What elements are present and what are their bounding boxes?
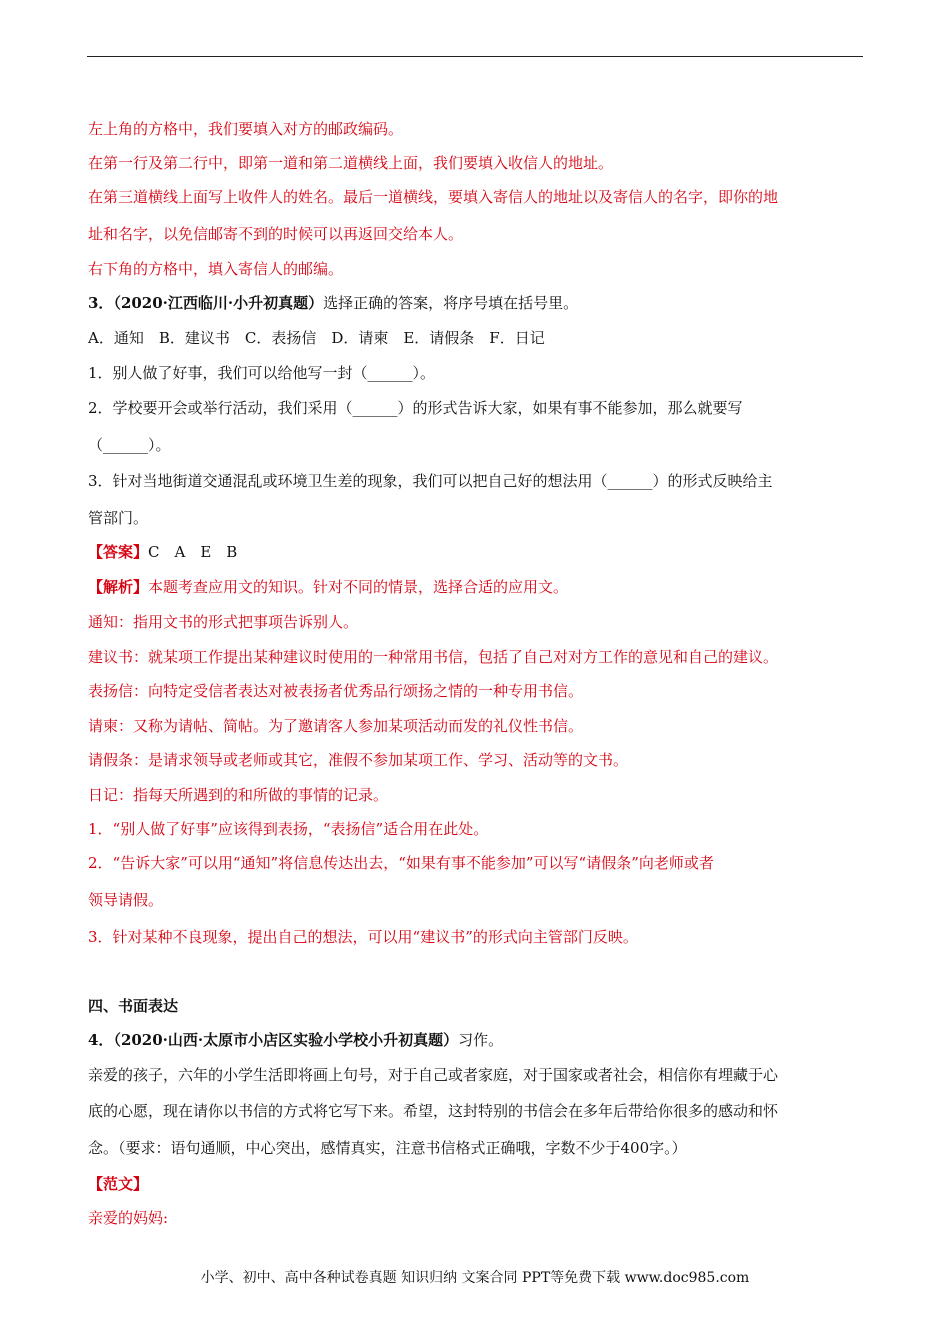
answer-line: [88, 542, 868, 562]
question-source: （2020·江西临川·小升初真题）: [113, 294, 324, 312]
question-item: 2．学校要开会或举行活动，我们采用（______）的形式告诉大家，如果有事不能参加，那么就要写: [88, 399, 743, 417]
explain-line: 请假条：是请求领导或老师或其它，准假不参加某项工作、学习、活动等的文书。: [88, 751, 629, 769]
explain-line: 日记：指每天所遇到的和所做的事情的记录。: [88, 786, 389, 804]
answer-value: C A E B: [148, 543, 238, 561]
section-heading: 四、书面表达: [88, 997, 179, 1015]
explain-line: 1．“别人做了好事”应该得到表扬，“表扬信”适合用在此处。: [88, 820, 489, 838]
page-footer: 小学、初中、高中各种试卷真题 知识归纳 文案合同 PPT等免费下载 www.doc985.com: [200, 1270, 750, 1286]
question-source: （2020·山西·太原市小店区实验小学校小升初真题）: [113, 1031, 459, 1049]
header-rule: [87, 56, 863, 57]
intro-line: 址和名字，以免信邮寄不到的时候可以再返回交给本人。: [88, 225, 464, 243]
analysis-tag: 【解析】: [88, 578, 149, 596]
question-3-header: [88, 293, 868, 313]
question-options: A．通知 B．建议书 C．表扬信 D．请柬 E．请假条 F．日记: [88, 329, 545, 347]
explain-line: 3．针对某种不良现象，提出自己的想法，可以用“建议书”的形式向主管部门反映。: [88, 928, 638, 946]
explain-line: 表扬信：向特定受信者表达对被表扬者优秀品行颂扬之情的一种专用书信。: [88, 682, 584, 700]
prompt-line: 亲爱的孩子，六年的小学生活即将画上句号，对于自己或者家庭，对于国家或者社会，相信你有埋藏于心: [88, 1066, 779, 1084]
intro-line: 左上角的方格中，我们要填入对方的邮政编码。: [88, 120, 404, 138]
question-4-header: [88, 1030, 868, 1050]
intro-line: 在第三道横线上面写上收件人的姓名。最后一道横线，要填入寄信人的地址以及寄信人的名字，即你的地: [88, 188, 779, 206]
question-stem: 习作。: [458, 1031, 504, 1049]
sample-tag: 【范文】: [88, 1175, 149, 1193]
explain-line: 通知：指用文书的形式把事项告诉别人。: [88, 613, 359, 631]
explain-line: 2．“告诉大家”可以用“通知”将信息传达出去，“如果有事不能参加”可以写“请假条”向老师或者: [88, 854, 714, 872]
question-item: 管部门。: [88, 509, 149, 527]
question-item: （______）。: [88, 436, 171, 454]
answer-tag: 【答案】: [88, 543, 149, 561]
question-stem: 选择正确的答案，将序号填在括号里。: [323, 294, 579, 312]
explain-line: 请柬：又称为请帖、简帖。为了邀请客人参加某项活动而发的礼仪性书信。: [88, 717, 584, 735]
sample-salutation: 亲爱的妈妈:: [88, 1209, 169, 1227]
explain-line: 领导请假。: [88, 891, 164, 909]
question-number: 3．: [88, 294, 114, 312]
prompt-line: 念。（要求：语句通顺，中心突出，感情真实，注意书信格式正确哦，字数不少于400字。）: [88, 1139, 687, 1157]
question-item: 3．针对当地街道交通混乱或环境卫生差的现象，我们可以把自己好的想法用（______）的形式反映给主: [88, 472, 773, 490]
prompt-line: 底的心愿，现在请你以书信的方式将它写下来。希望，这封特别的书信会在多年后带给你很多的感动和怀: [88, 1102, 779, 1120]
question-item: 1．别人做了好事，我们可以给他写一封（______）。: [88, 364, 436, 382]
analysis-line: [88, 577, 868, 597]
analysis-text: 本题考查应用文的知识。针对不同的情景，选择合适的应用文。: [148, 578, 569, 596]
question-number: 4．: [88, 1031, 114, 1049]
explain-line: 建议书：就某项工作提出某种建议时使用的一种常用书信，包括了自己对对方工作的意见和自己的建议。: [88, 648, 779, 666]
intro-line: 在第一行及第二行中，即第一道和第二道横线上面，我们要填入收信人的地址。: [88, 154, 614, 172]
intro-line: 右下角的方格中，填入寄信人的邮编。: [88, 260, 344, 278]
